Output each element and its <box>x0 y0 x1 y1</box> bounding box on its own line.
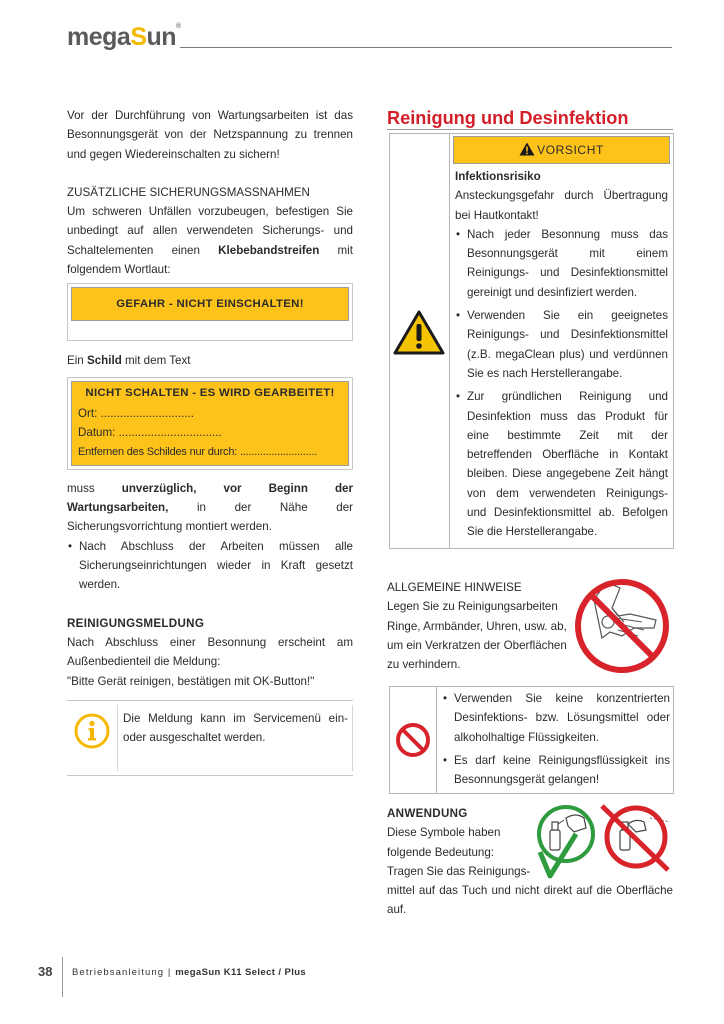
risk-bullet: • Nach jeder Besonnung muss das Besonnungsgerät mit einem Reinigungs- und Desinfektionsmittel gereinigt und desinfiziert werden. <box>455 225 668 302</box>
risk-text: Ansteckungsgefahr durch Übertragung bei Hautkontakt! <box>455 189 668 222</box>
footer-separator: | <box>167 967 172 978</box>
prohibition-table <box>389 686 674 794</box>
caution-body <box>450 134 673 548</box>
caution-icon-cell <box>390 134 450 548</box>
no-jewelry-icon <box>572 578 672 674</box>
danger-tape-label: GEFAHR - NICHT EINSCHALTEN! <box>71 287 349 321</box>
mounting-text-bold: unverzüglich, vor Beginn der Wartungsarbeiten, <box>67 481 353 515</box>
brand-logo <box>67 22 181 52</box>
cleaning-heading: REINIGUNGSMELDUNG <box>67 616 205 630</box>
caution-text <box>453 164 670 542</box>
page-number: 38 <box>38 964 53 979</box>
safety-text-end: mit folgendem Wortlaut: <box>67 243 353 277</box>
caution-table <box>389 133 674 549</box>
sign-intro <box>67 351 353 370</box>
info-icon-cell <box>67 701 117 775</box>
general-heading: ALLGEMEINE HINWEISE <box>387 581 522 594</box>
logo-text-prefix: mega <box>67 23 131 51</box>
footer-text <box>72 963 306 982</box>
usage-rest: mittel auf das Tuch und nicht direkt auf die Oberfläche auf. <box>387 884 673 917</box>
restore-bullet: • Nach Abschluss der Arbeiten müssen alle Sicherungseinrichtungen wieder in Kraft gesetzt werden. <box>67 537 353 595</box>
section-title: Reinigung und Desinfektion <box>387 108 629 128</box>
safety-text-start: Um schweren Unfällen vorzubeugen, befestigen Sie unbedingt auf allen verwendeten Sicherungs- und Schaltelementen einen <box>67 205 353 257</box>
safety-paragraph <box>67 202 353 279</box>
footer-product: megaSun K11 Select / Plus <box>175 967 307 978</box>
cleaning-quote: "Bitte Gerät reinigen, bestätigen mit OK-Button!" <box>67 674 315 688</box>
info-icon <box>74 713 110 749</box>
mounting-paragraph <box>67 479 353 537</box>
logo-registered-mark: ® <box>176 23 181 30</box>
risk-heading: Infektionsrisiko <box>455 170 541 183</box>
general-notes <box>387 578 573 674</box>
danger-tape-frame <box>67 283 353 341</box>
safety-heading: ZUSÄTZLICHE SICHERUNGSMASSNAHMEN <box>67 185 310 199</box>
header-divider <box>180 47 672 48</box>
spray-on-cloth-ok-icon <box>536 804 600 884</box>
prohibition-bullet: • Es darf keine Reinigungsflüssigkeit ins Besonnungsgerät gelangen! <box>442 751 670 790</box>
sign-frame <box>67 377 353 470</box>
left-column <box>67 106 353 776</box>
usage-line: folgende Bedeutung: <box>387 845 495 859</box>
footer-divider <box>62 957 63 997</box>
risk-bullet: • Zur gründlichen Reinigung und Desinfektion muss das Produkt für eine bestimmte Zeit mit der betreffenden Oberfläche in Kontakt bleiben. Diese angegebene Zeit hängt von dem verwendeten Reinigungs- und Desinfektionsmittel ab. Befolgen Sie die Herstellerangabe. <box>455 387 668 541</box>
usage-line: Tragen Sie das Reinigungs- <box>387 864 531 878</box>
prohibition-body <box>437 687 673 793</box>
risk-bullet: • Verwenden Sie ein geeignetes Reinigungs- und Desinfektionsmittel (z.B. megaClean plus) und verdünnen Sie es nach Herstellerangabe. <box>455 306 668 383</box>
info-text: Die Meldung kann im Servicemenü ein- oder ausgeschaltet werden. <box>117 705 353 771</box>
logo-text-suffix: un <box>146 23 177 51</box>
cleaning-paragraph: Nach Abschluss einer Besonnung erscheint am Außenbedienteil die Meldung: <box>67 635 353 669</box>
sign-line-date: Datum: ................................ <box>78 426 222 440</box>
mounting-text-start: muss <box>67 481 122 495</box>
intro-paragraph: Vor der Durchführung von Wartungsarbeiten ist das Besonnungsgerät von der Netzspannung zu trennen und gegen Wiedereinschalten zu sichern! <box>67 109 353 161</box>
prohibition-icon <box>395 722 431 758</box>
sign-intro-bold: Schild <box>86 354 122 368</box>
info-note <box>67 700 353 776</box>
caution-small-icon <box>519 142 535 156</box>
usage-line: Diese Symbole haben <box>387 826 501 840</box>
mounting-text-end: in der Nähe der Sicherungsvorrichtung montiert werden. <box>67 501 353 534</box>
prohibition-bullet: • Verwenden Sie keine konzentrierten Desinfektions- bzw. Lösungsmittel oder alkoholhaltige Flüssigkeiten. <box>442 689 670 747</box>
prohibition-icon-cell <box>390 687 437 793</box>
warning-triangle-icon <box>393 310 445 356</box>
warning-sign <box>71 381 349 466</box>
sign-line-removal: Entfernen des Schildes nur durch: ........................... <box>78 445 318 458</box>
footer-doc-type: Betriebsanleitung <box>72 967 165 978</box>
sign-intro-start: Ein <box>67 354 87 368</box>
title-divider <box>387 129 673 130</box>
sign-intro-end: mit dem Text <box>121 354 191 368</box>
caution-bar <box>453 136 670 164</box>
spray-direct-prohibited-icon <box>600 804 674 874</box>
usage-heading: ANWENDUNG <box>387 807 468 820</box>
sign-line-location: Ort: ............................. <box>78 406 194 420</box>
caution-label: VORSICHT <box>537 143 604 157</box>
sign-title: NICHT SCHALTEN - ES WIRD GEARBEITET! <box>85 386 335 399</box>
general-text: Legen Sie zu Reinigungsarbeiten Ringe, Armbänder, Uhren, usw. ab, um ein Verkratzen der Oberflächen zu verhindern. <box>387 600 567 672</box>
safety-text-bold: Klebebandstreifen <box>218 243 320 257</box>
logo-text-s: S <box>130 23 147 51</box>
